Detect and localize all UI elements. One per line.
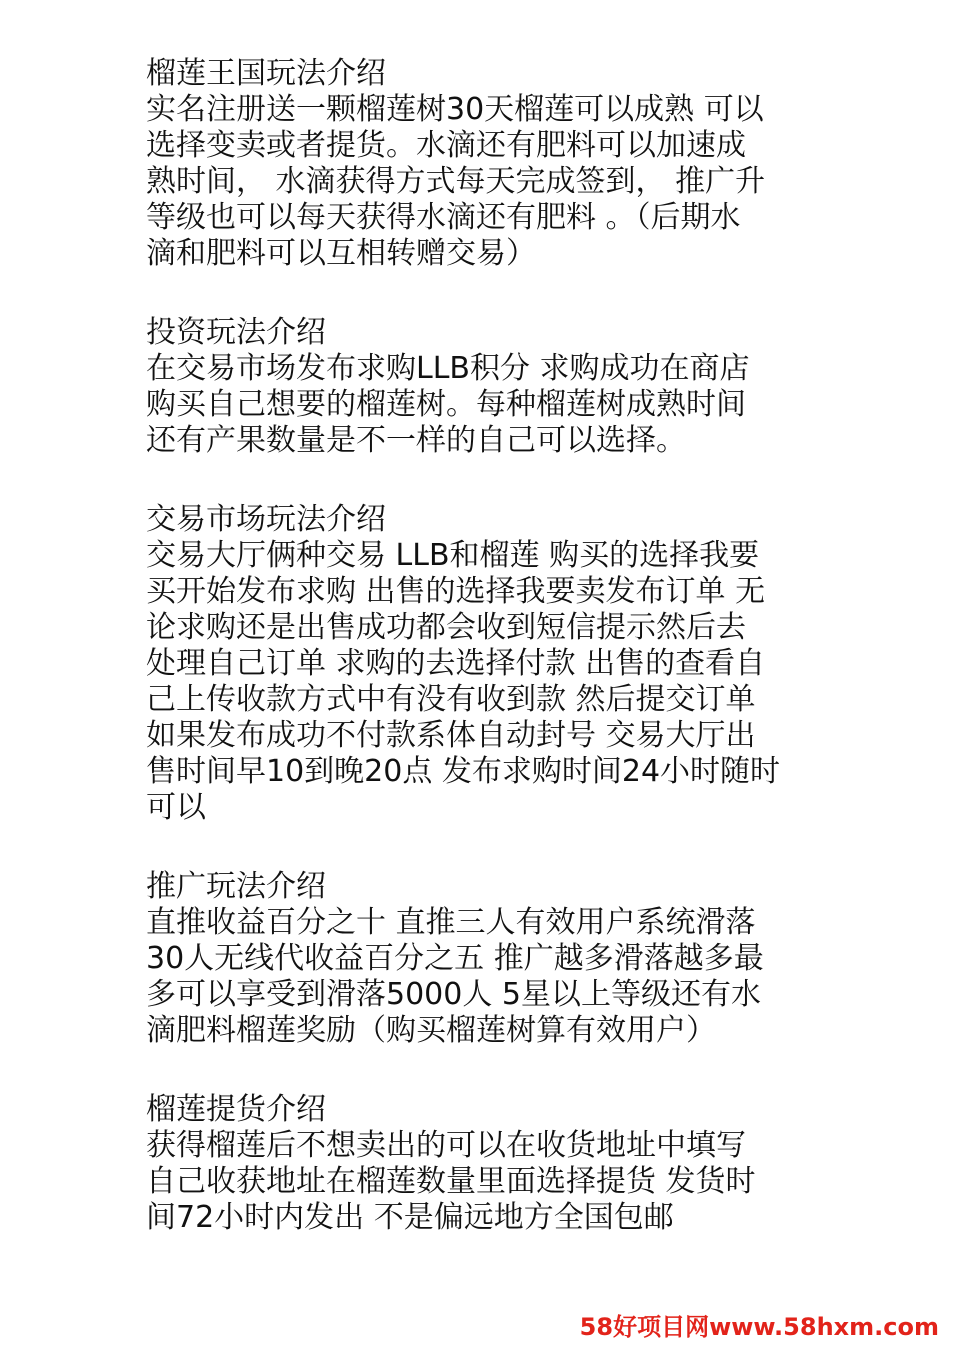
site-watermark: [580, 1313, 939, 1341]
text-line: 售时间早10到晚20点 发布求购时间24小时随时: [146, 754, 781, 789]
text-line: 处理自己订单 求购的去选择付款 出售的查看自: [146, 646, 766, 681]
text-line: 滴肥料榴莲奖励（购买榴莲树算有效用户）: [146, 1013, 716, 1048]
section-promotion: [146, 869, 826, 1049]
text-line: 间72小时内发出 不是偏远地方全国包邮: [146, 1200, 674, 1235]
text-line: 交易大厅俩种交易 LLB和榴莲 购买的选择我要: [146, 538, 760, 573]
text-line: 实名注册送一颗榴莲树30天榴莲可以成熟 可以: [146, 92, 764, 127]
text-line: 论求购还是出售成功都会收到短信提示然后去: [146, 610, 746, 645]
section-title: 交易市场玩法介绍: [146, 502, 386, 537]
text-line: 直推收益百分之十 直推三人有效用户系统滑落: [146, 905, 756, 940]
text-line: 买开始发布求购 出售的选择我要卖发布订单 无: [146, 574, 766, 609]
text-line: 获得榴莲后不想卖出的可以在收货地址中填写: [146, 1128, 746, 1163]
section-investment: [146, 315, 826, 459]
text-line: 熟时间， 水滴获得方式每天完成签到， 推广升: [146, 164, 766, 199]
text-line: 自己收获地址在榴莲数量里面选择提货 发货时: [146, 1164, 756, 1199]
section-durian-kingdom: [146, 56, 826, 272]
watermark-brand: 58好项目网: [579, 1313, 710, 1341]
section-title: 推广玩法介绍: [146, 869, 326, 904]
text-line: 等级也可以每天获得水滴还有肥料 。（后期水: [146, 200, 741, 235]
text-line: 可以: [146, 790, 206, 825]
section-pickup: [146, 1092, 826, 1236]
text-line: 购买自己想要的榴莲树。每种榴莲树成熟时间: [146, 387, 746, 422]
text-line: 多可以享受到滑落5000人 5星以上等级还有水: [146, 977, 761, 1012]
watermark-url: www.58hxm.com: [709, 1313, 939, 1341]
text-line: 在交易市场发布求购LLB积分 求购成功在商店: [146, 351, 750, 386]
text-line: 还有产果数量是不一样的自己可以选择。: [146, 423, 686, 458]
text-line: 30人无线代收益百分之五 推广越多滑落越多最: [146, 941, 764, 976]
text-line: 己上传收款方式中有没有收到款 然后提交订单: [146, 682, 756, 717]
section-title: 投资玩法介绍: [146, 315, 326, 350]
text-line: 选择变卖或者提货。水滴还有肥料可以加速成: [146, 128, 746, 163]
document-content: [146, 56, 826, 1279]
section-title: 榴莲王国玩法介绍: [146, 56, 386, 91]
section-title: 榴莲提货介绍: [146, 1092, 326, 1127]
text-line: 如果发布成功不付款系体自动封号 交易大厅出: [146, 718, 756, 753]
text-line: 滴和肥料可以互相转赠交易）: [146, 236, 536, 271]
section-trading-market: [146, 502, 826, 826]
